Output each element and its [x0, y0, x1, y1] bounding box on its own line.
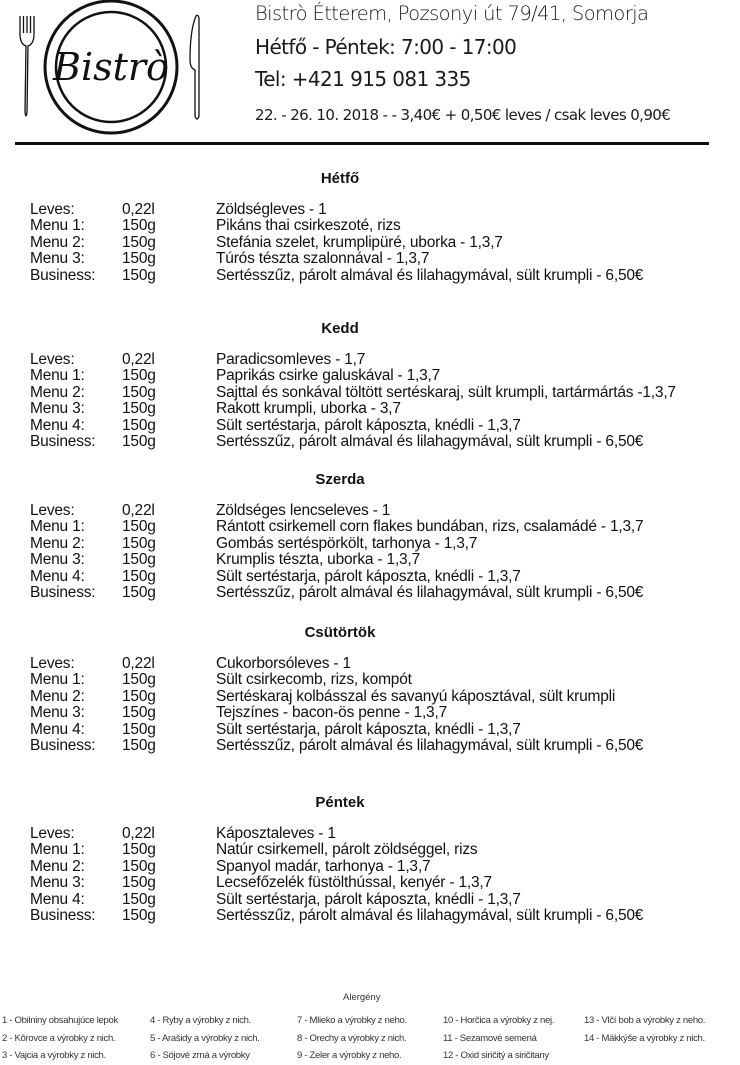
row-label: Leves: — [30, 502, 75, 519]
row-label: Menu 1: — [30, 217, 85, 235]
allergen-column — [443, 1012, 554, 1065]
header-divider — [15, 142, 709, 145]
phone-number: Tel: +421 915 081 335 — [255, 67, 471, 91]
row-dish: Paprikás csirke galuskával - 1,3,7 — [216, 367, 441, 385]
allergen-item: 13 - Vlčí bob a výrobky z neho. — [584, 1015, 706, 1026]
row-amount: 150g — [122, 704, 156, 722]
row-amount: 150g — [122, 874, 156, 892]
row-dish: Paradicsomleves - 1,7 — [216, 351, 366, 368]
row-dish: Sajttal és sonkával töltött sertéskaraj, sült krumpli, tartármártás -1,3,7 — [216, 383, 676, 401]
allergen-item: 10 - Horčica a výrobky z nej. — [443, 1015, 555, 1026]
row-dish: Natúr csirkemell, párolt zöldséggel, rizs — [216, 841, 478, 859]
row-dish: Gombás sertéspörkölt, tarhonya - 1,3,7 — [216, 534, 478, 552]
allergen-column — [584, 1012, 705, 1047]
row-label: Menu 1: — [30, 671, 85, 689]
row-label: Menu 4: — [30, 567, 85, 585]
row-dish: Spanyol madár, tarhonya - 1,3,7 — [216, 857, 431, 875]
row-amount: 150g — [122, 720, 156, 738]
row-amount: 150g — [122, 567, 156, 585]
row-dish: Cukorborsóleves - 1 — [216, 655, 351, 672]
row-dish: Rakott krumpli, uborka - 3,7 — [216, 400, 401, 418]
row-dish: Krumplis tészta, uborka - 1,3,7 — [216, 551, 421, 569]
allergen-item: 11 - Sezamové semená — [443, 1032, 537, 1044]
opening-hours: Hétfő - Péntek: 7:00 - 17:00 — [255, 35, 517, 59]
logo-text: Bistrò — [53, 45, 169, 89]
bistro-logo — [0, 0, 240, 140]
row-amount: 150g — [122, 400, 156, 418]
row-label: Menu 2: — [30, 857, 85, 875]
allergen-item: 1 - Obilniny obsahujúce lepok — [2, 1015, 118, 1026]
allergen-item: 9 - Zeler a výrobky z neho. — [297, 1050, 402, 1061]
row-amount: 150g — [122, 250, 156, 268]
allergen-column — [150, 1012, 260, 1065]
row-amount: 150g — [122, 841, 156, 859]
row-label: Menu 2: — [30, 383, 85, 401]
row-label: Business: — [30, 906, 96, 924]
row-dish: Sertésszűz, párolt almával és lilahagymával, sült krumpli - 6,50€ — [216, 432, 644, 450]
row-label: Menu 1: — [30, 367, 85, 385]
row-label: Business: — [30, 432, 96, 450]
row-dish: Rántott csirkemell corn flakes bundában, rizs, csalamádé - 1,3,7 — [216, 518, 644, 536]
allergen-item: 6 - Sójové zrná a výrobky — [150, 1050, 250, 1061]
row-dish: Sült sertéstarja, párolt káposzta, knédli - 1,3,7 — [216, 416, 521, 434]
row-amount: 150g — [122, 518, 156, 536]
row-label: Menu 3: — [30, 704, 85, 722]
row-amount: 150g — [122, 687, 156, 705]
allergen-item: 8 - Orechy a výrobky z nich. — [297, 1032, 407, 1044]
row-dish: Sült sertéstarja, párolt káposzta, knédli - 1,3,7 — [216, 890, 521, 908]
allergen-item: 2 - Kôrovce a výrobky z nich. — [2, 1032, 116, 1044]
row-label: Menu 3: — [30, 551, 85, 569]
allergen-item: 7 - Mlieko a výrobky z neho. — [297, 1015, 407, 1026]
row-amount: 0,22l — [122, 825, 155, 842]
row-dish: Zöldséges lencseleves - 1 — [216, 502, 391, 519]
row-dish: Sült sertéstarja, párolt káposzta, knédli - 1,3,7 — [216, 567, 521, 585]
row-label: Menu 2: — [30, 687, 85, 705]
knife-icon — [190, 15, 199, 119]
row-label: Menu 1: — [30, 518, 85, 536]
row-amount: 150g — [122, 906, 156, 924]
price-info: 22. - 26. 10. 2018 - - 3,40€ + 0,50€ leves / csak leves 0,90€ — [255, 106, 671, 124]
row-dish: Pikáns thai csirkeszoté, rizs — [216, 217, 401, 235]
row-label: Leves: — [30, 655, 75, 672]
row-label: Menu 2: — [30, 233, 85, 251]
row-amount: 150g — [122, 583, 156, 601]
fork-icon — [20, 16, 34, 116]
row-dish: Sertésszűz, párolt almával és lilahagymával, sült krumpli - 6,50€ — [216, 906, 644, 924]
row-amount: 150g — [122, 551, 156, 569]
row-label: Leves: — [30, 825, 75, 842]
day-heading: Kedd — [321, 320, 359, 337]
row-amount: 0,22l — [122, 655, 155, 672]
row-label: Business: — [30, 266, 96, 284]
row-amount: 150g — [122, 233, 156, 251]
restaurant-address: Bistrò Étterem, Pozsonyi út 79/41, Somorja — [255, 2, 649, 25]
row-dish: Lecsefőzelék füstölthússal, kenyér - 1,3,7 — [216, 874, 492, 892]
row-dish: Sült csirkecomb, rizs, kompót — [216, 671, 412, 689]
allergen-column — [297, 1012, 407, 1065]
row-amount: 150g — [122, 383, 156, 401]
row-label: Menu 4: — [30, 720, 85, 738]
row-dish: Káposztaleves - 1 — [216, 825, 336, 842]
row-label: Menu 4: — [30, 416, 85, 434]
allergen-item: 14 - Mäkkýše a výrobky z nich. — [584, 1032, 705, 1044]
allergen-item: 4 - Ryby a výrobky z nich. — [150, 1015, 251, 1026]
row-dish: Sertésszűz, párolt almával és lilahagymával, sült krumpli - 6,50€ — [216, 736, 644, 754]
day-heading: Hétfő — [320, 170, 360, 187]
row-dish: Zöldségleves - 1 — [216, 201, 327, 218]
row-dish: Sertésszűz, párolt almával és lilahagymával, sült krumpli - 6,50€ — [216, 266, 644, 284]
row-amount: 150g — [122, 534, 156, 552]
row-label: Menu 2: — [30, 534, 85, 552]
row-amount: 150g — [122, 266, 156, 284]
row-dish: Sült sertéstarja, párolt káposzta, knédli - 1,3,7 — [216, 720, 521, 738]
row-amount: 150g — [122, 857, 156, 875]
row-amount: 0,22l — [122, 351, 155, 368]
row-label: Business: — [30, 583, 96, 601]
row-label: Business: — [30, 736, 96, 754]
row-amount: 0,22l — [122, 502, 155, 519]
row-label: Menu 3: — [30, 250, 85, 268]
row-label: Menu 3: — [30, 874, 85, 892]
row-amount: 150g — [122, 416, 156, 434]
allergen-item: 12 - Oxid siričitý a siričitany — [443, 1050, 549, 1061]
row-dish: Tejszínes - bacon-ös penne - 1,3,7 — [216, 704, 448, 722]
row-amount: 150g — [122, 432, 156, 450]
row-amount: 150g — [122, 367, 156, 385]
row-dish: Sertésszűz, párolt almával és lilahagymával, sült krumpli - 6,50€ — [216, 583, 644, 601]
row-label: Menu 3: — [30, 400, 85, 418]
allergen-item: 3 - Vajcia a výrobky z nich. — [2, 1050, 106, 1061]
allergen-item: 5 - Arašidy a výrobky z nich. — [150, 1032, 260, 1044]
day-heading: Csütörtök — [304, 624, 376, 641]
row-amount: 150g — [122, 890, 156, 908]
allergen-column — [2, 1012, 118, 1065]
row-dish: Túrós tészta szalonnával - 1,3,7 — [216, 250, 430, 268]
row-amount: 150g — [122, 217, 156, 235]
row-label: Menu 4: — [30, 890, 85, 908]
row-dish: Sertéskaraj kolbásszal és savanyú káposztával, sült krumpli — [216, 687, 616, 705]
row-amount: 150g — [122, 671, 156, 689]
row-amount: 150g — [122, 736, 156, 754]
row-label: Leves: — [30, 201, 75, 218]
row-dish: Stefánia szelet, krumplipüré, uborka - 1,3,7 — [216, 233, 503, 251]
row-label: Leves: — [30, 351, 75, 368]
row-amount: 0,22l — [122, 201, 155, 218]
day-heading: Péntek — [315, 794, 365, 811]
allergen-title: Alergény — [343, 992, 381, 1003]
day-heading: Szerda — [315, 471, 365, 488]
row-label: Menu 1: — [30, 841, 85, 859]
